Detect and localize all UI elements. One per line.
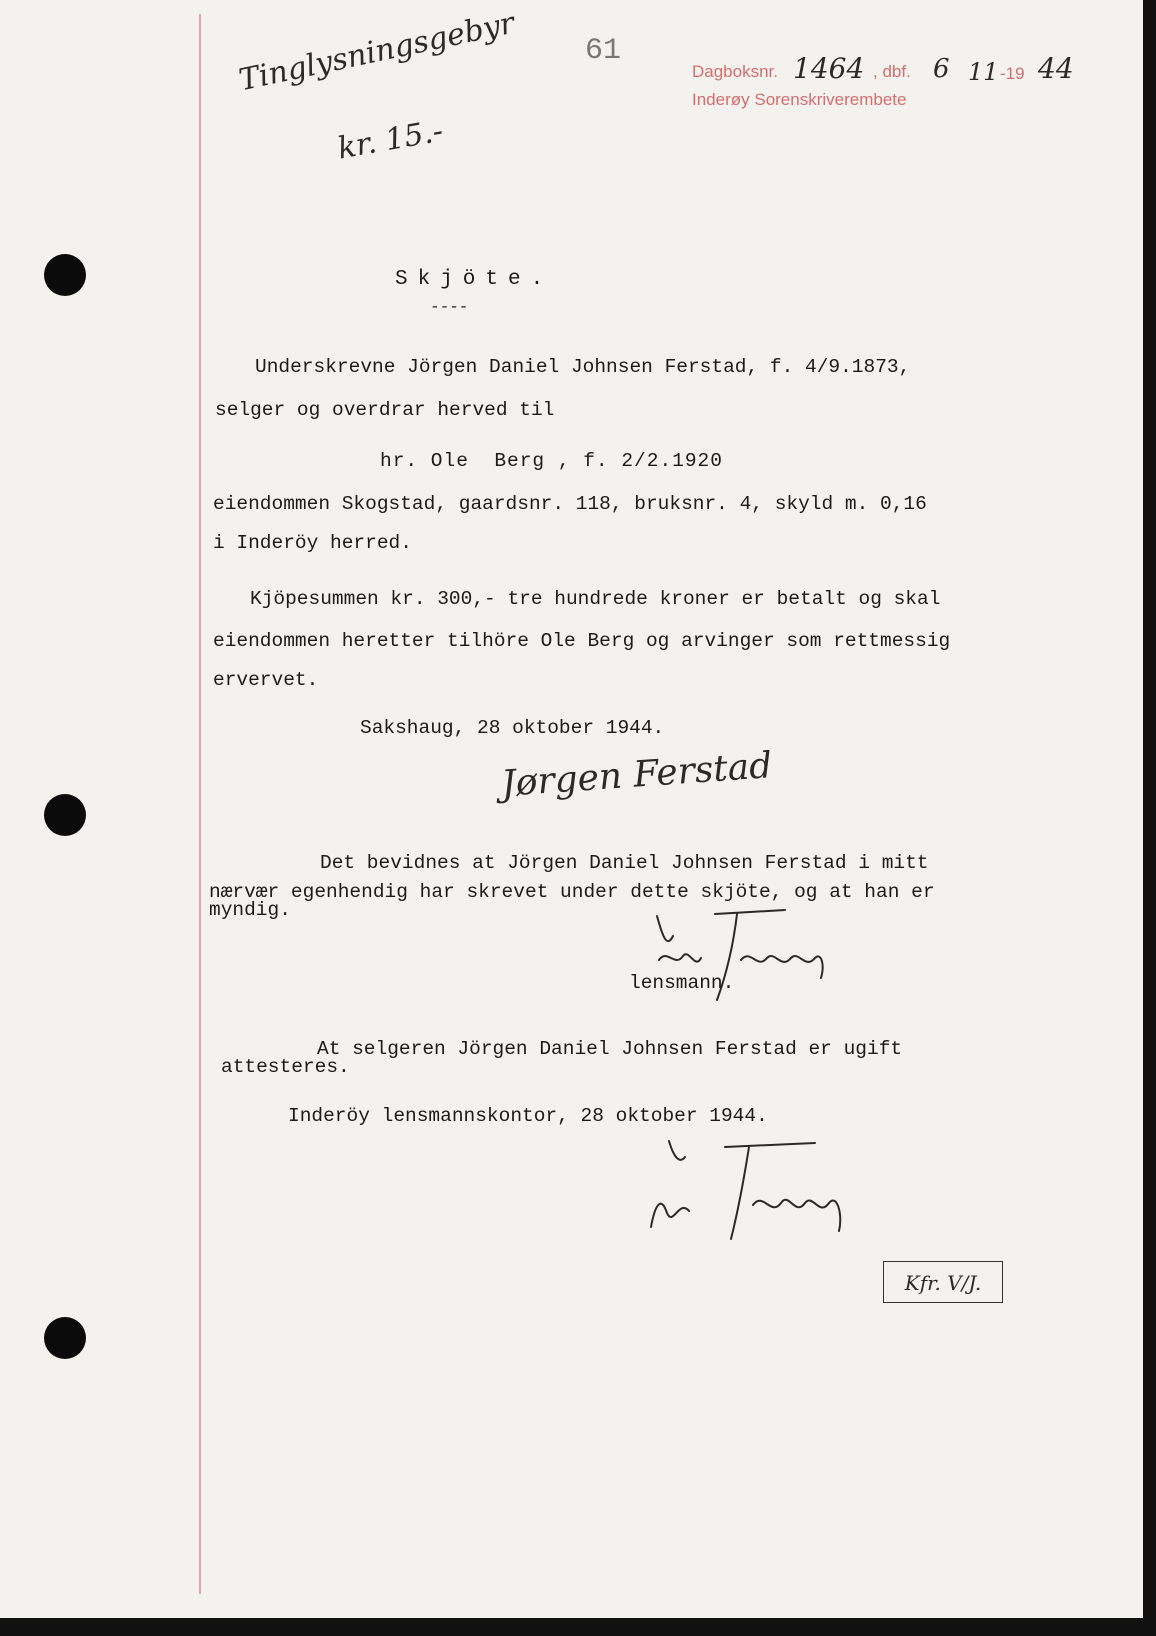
certification-line-3: Inderöy lensmannskontor, 28 oktober 1944. — [288, 1105, 768, 1127]
punch-hole-bottom — [44, 1317, 86, 1359]
folio-number: 61 — [585, 34, 622, 68]
certification-line-1: At selgeren Jörgen Daniel Johnsen Ferstad er ugift — [317, 1038, 903, 1060]
attestation-line-3: myndig. — [209, 899, 291, 921]
stamp-dbf-label: , dbf. — [873, 62, 911, 81]
certification-line-2: attesteres. — [221, 1056, 350, 1078]
stamp-date-day: 6 — [933, 54, 950, 84]
stamp-dagboksnr-value: 1464 — [793, 52, 865, 85]
margin-note-fee-amount: kr. 15.- — [335, 113, 446, 167]
deed-line-price: Kjöpesummen kr. 300,- tre hundrede kroner er betalt og skal — [250, 588, 941, 610]
margin-note-fee-label: Tinglysningsgebyr — [236, 5, 518, 99]
punch-hole-top — [44, 254, 86, 296]
deed-line-property: eiendommen Skogstad, gaardsnr. 118, bruksnr. 4, skyld m. 0,16 — [213, 493, 927, 515]
seller-signature: Jørgen Ferstad — [500, 745, 774, 805]
deed-line-place-date: Sakshaug, 28 oktober 1944. — [360, 717, 665, 739]
deed-line-acquired: ervervet. — [213, 669, 319, 691]
punch-hole-middle — [44, 794, 86, 836]
stamp-year-suffix: 44 — [1038, 52, 1074, 85]
signer-title-lensmann: lensmann. — [629, 972, 735, 994]
deed-title: Skjöte. — [395, 268, 554, 291]
deed-title-underline: ---- — [430, 298, 469, 316]
lensmann-signature-2 — [645, 1135, 875, 1245]
deed-line-seller: Underskrevne Jörgen Daniel Johnsen Ferstad, f. 4/9.1873, — [255, 356, 911, 378]
deed-line-municipality: i Inderöy herred. — [213, 532, 412, 554]
attestation-line-2: nærvær egenhendig har skrevet under dette skjöte, og at han er — [209, 881, 935, 903]
attestation-line-1: Det bevidnes at Jörgen Daniel Johnsen Ferstad i mitt — [320, 852, 929, 874]
stamp-dagboksnr-label: Dagboksnr. — [692, 62, 778, 81]
deed-line-transfer: selger og overdrar herved til — [215, 399, 555, 421]
margin-rule — [199, 14, 201, 1594]
deed-line-buyer: hr. Ole Berg , f. 2/2.1920 — [380, 450, 723, 472]
deed-line-heirs: eiendommen heretter tilhöre Ole Berg og arvinger som rettmessig — [213, 630, 951, 652]
stamp-office: Inderøy Sorenskriverembete — [692, 90, 907, 109]
stamp-year-prefix: -19 — [1000, 64, 1025, 83]
kfr-reference-box: Kfr. V/J. — [883, 1261, 1003, 1303]
stamp-date-month: 11 — [968, 58, 999, 86]
